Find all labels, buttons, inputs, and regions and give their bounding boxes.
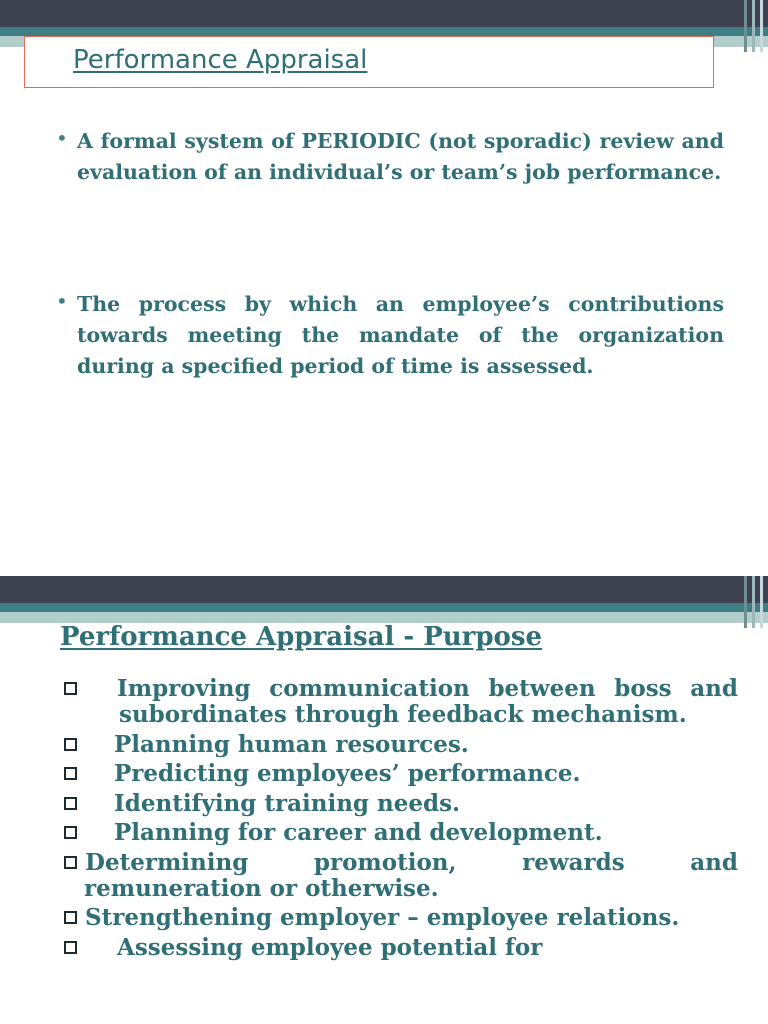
bullet-dot-icon: • <box>56 126 68 150</box>
list-item <box>64 905 738 931</box>
list-item-text: Identifying training needs. <box>114 789 461 817</box>
checkbox-bullet-icon <box>64 911 77 924</box>
list-item-text: Determining promotion, rewards and remuneration or otherwise. <box>84 848 738 902</box>
header-band-accent <box>744 576 747 628</box>
bullet-dot-icon: • <box>56 289 68 313</box>
checkbox-bullet-icon <box>64 856 77 869</box>
header-band-teal <box>0 27 768 36</box>
header-band-accent <box>752 576 755 628</box>
list-item <box>64 732 738 758</box>
list-item <box>64 935 738 961</box>
slide-title: Performance Appraisal - Purpose <box>60 622 543 652</box>
list-item-text: Assessing employee potential for <box>117 933 543 961</box>
checkbox-bullet-icon <box>64 797 77 810</box>
checkbox-bullet-icon <box>64 826 77 839</box>
header-band-dark <box>0 576 768 603</box>
checkbox-bullet-icon <box>64 738 77 751</box>
list-item <box>64 791 738 817</box>
header-band-dark <box>0 0 768 27</box>
slide-title-box <box>24 36 714 88</box>
header-band-accent <box>760 576 763 628</box>
list-item <box>64 820 738 846</box>
list-item <box>64 676 738 728</box>
list-item-text: Planning human resources. <box>114 730 469 758</box>
bullet-text: A formal system of PERIODIC (not sporadic) review and evaluation of an individual’s or team’s job performance. <box>77 129 724 184</box>
slide-2 <box>0 576 768 1024</box>
bullet-text: The process by which an employee’s contributions towards meeting the mandate of the organization during a specified period of time is assessed. <box>77 292 724 378</box>
bullet-item <box>56 289 724 382</box>
checkbox-bullet-icon <box>64 941 77 954</box>
list-item <box>64 761 738 787</box>
checkbox-bullet-icon <box>64 682 77 695</box>
list-item-text: Improving communication between boss and subordinates through feedback mechanism. <box>117 675 738 728</box>
header-band-teal <box>0 603 768 612</box>
list-item <box>64 850 738 902</box>
purpose-list <box>64 676 738 964</box>
header-band-accent <box>744 0 747 52</box>
bullet-item <box>56 126 724 188</box>
list-item-text: Predicting employees’ performance. <box>114 760 581 787</box>
slide-title: Performance Appraisal <box>73 45 368 75</box>
header-band-accent <box>752 0 755 52</box>
list-item-text: Strengthening employer – employee relations. <box>85 904 680 931</box>
header-band-accent <box>760 0 763 52</box>
list-item-text: Planning for career and development. <box>114 819 603 846</box>
checkbox-bullet-icon <box>64 767 77 780</box>
